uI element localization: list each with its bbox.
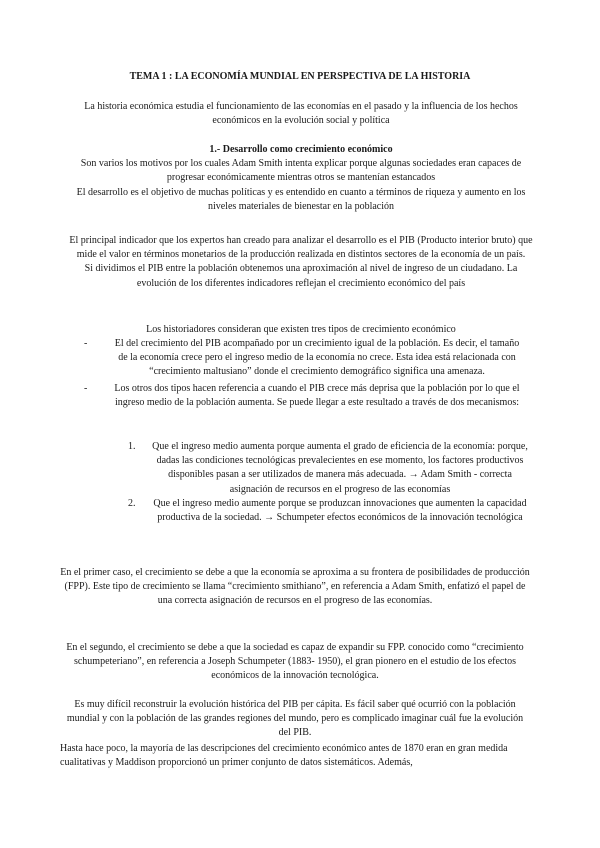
paragraph-primer-caso-text: En el primer caso, el crecimiento se debe a que la economía se aproxima a su frontera de posibilidades de producción (FPP). Este tipo de crecimiento se llama “crecimiento smithiano”, en referencia a Adam Smith, enfatizó el papel de una correcta asignación de recursos en el progreso de las economías. xyxy=(60,567,530,607)
list-item xyxy=(84,337,522,380)
list-item xyxy=(128,497,530,525)
section-1 xyxy=(68,143,534,214)
numbered-list xyxy=(128,440,530,525)
paragraph-maddison xyxy=(60,732,530,780)
list-number: 2. xyxy=(128,497,136,509)
paragraph-adam-smith: Son varios los motivos por los cuales Adam Smith intenta explicar porque algunas sociedades eran capaces de progresar económicamente mientras otros se mantenían estancados xyxy=(80,158,522,184)
paragraph-segundo xyxy=(60,631,530,694)
paragraph-pib: El principal indicador que los expertos han creado para analizar el desarrollo es el PIB (Producto interior bruto) que mide el valor en términos monetarios de la producción realizada en distintos sectores de la economía de un país. xyxy=(69,235,533,261)
bullet-dash: - xyxy=(84,338,88,349)
paragraph-primer-caso xyxy=(60,556,530,619)
paragraph-pib-per-capita: Si dividimos el PIB entre la población obtenemos una aproximación al nivel de ingreso de un ciudadano. La evolución de los diferentes indicadores reflejan el crecimiento económico del país xyxy=(84,263,518,289)
bullet-text-maltusiano: El del crecimiento del PIB acompañado por un crecimiento igual de la población. Es decir, el tamaño de la economía crece pero el ingreso medio de la economía no crece. Esta idea está relacionada con “crecimiento maltusiano” donde el crecimiento demográfico significa una amenaza. xyxy=(114,338,520,378)
paragraph-tipos-text: Los historiadores consideran que existen tres tipos de crecimiento económico xyxy=(146,324,456,335)
paragraph-tipos xyxy=(68,323,534,337)
intro-paragraph xyxy=(68,100,534,128)
bullet-text-otros-tipos: Los otros dos tipos hacen referencia a cuando el PIB crece más deprisa que la población por lo que el ingreso medio de la población aumenta. Se puede llegar a este resultado a través de dos mecanismos: xyxy=(114,382,520,408)
paragraph-pib-block xyxy=(68,234,534,291)
list-item xyxy=(128,440,530,497)
numbered-text-schumpeter: Que el ingreso medio aumente porque se produzcan innovaciones que aumenten la capacidad productiva de la sociedad. → Schumpeter efectos económicos de la innovación tecnológica xyxy=(153,497,527,524)
section-heading: 1.- Desarrollo como crecimiento económico xyxy=(209,144,393,155)
bullet-list xyxy=(84,337,522,410)
bullet-dash: - xyxy=(84,382,88,394)
list-number: 1. xyxy=(128,441,136,452)
paragraph-segundo-text: En el segundo, el crecimiento se debe a que la sociedad es capaz de expandir su FPP. conocido como “crecimiento schumpeteriano”, en referencia a Joseph Schumpeter (1883- 1950), el gran pionero en el estudio de los efectos económicos de la innovación tecnológica. xyxy=(66,642,524,682)
paragraph-reconstruccion-text: Es muy difícil reconstruir la evolución histórica del PIB per cápita. Es fácil saber qué ocurrió con la población mundial y con la población de las grandes regiones del mundo, pero es complicado imaginar cuál fue la evolución del PIB. xyxy=(66,699,524,739)
numbered-text-smith: Que el ingreso medio aumenta porque aumenta el grado de eficiencia de la economía: porque, dadas las condiciones tecnológicas prevalecientes en ese momento, los factores productivos disponibles pasan a ser utilizados de manera más adecuada. → Adam Smith - correcta asignación de recursos en el progreso de las economías xyxy=(152,441,528,495)
document-title: TEMA 1 : LA ECONOMÍA MUNDIAL EN PERSPECTIVA DE LA HISTORIA xyxy=(129,71,471,82)
paragraph-desarrollo: El desarrollo es el objetivo de muchas políticas y es entendido en cuanto a términos de riqueza y aumento en los niveles materiales de bienestar en la población xyxy=(76,186,526,212)
list-item xyxy=(84,382,522,410)
intro-text: La historia económica estudia el funcionamiento de las economías en el pasado y la influencia de los hechos económicos en la evolución social y política xyxy=(84,101,518,127)
paragraph-maddison-text: Hasta hace poco, la mayoría de las descripciones del crecimiento económico antes de 1870 eran en gran medida cualitativas y Maddison proporcionó un primer conjunto de datos sistemáticos. Además, xyxy=(60,743,508,769)
